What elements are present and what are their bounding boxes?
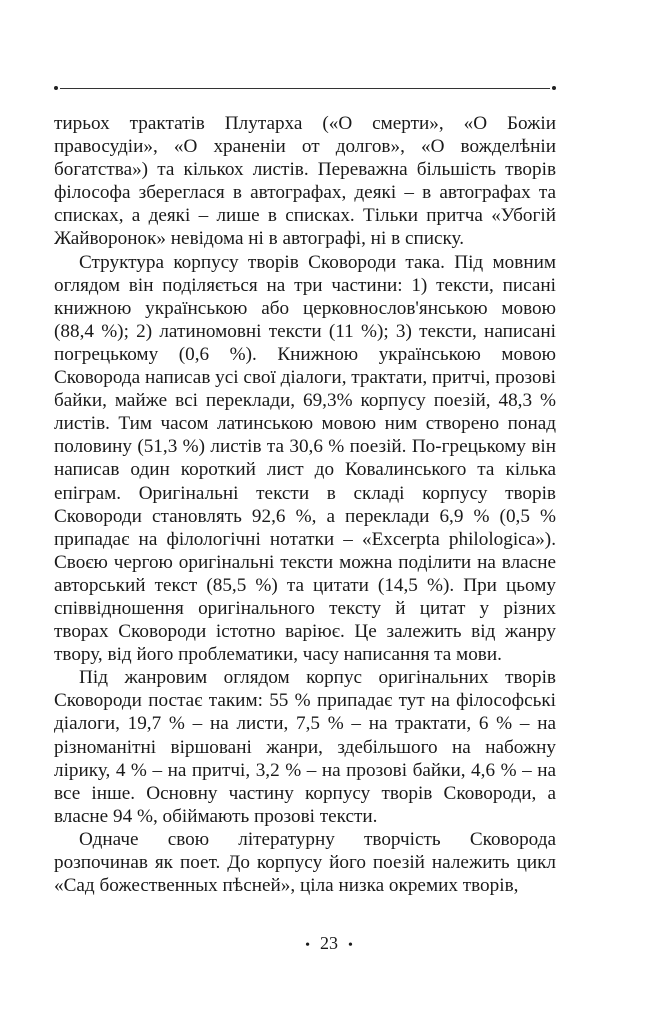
paragraph-poetry: Одначе свою літературну творчість Сковорода розпочинав як поет. До корпусу його поезій належить цикл «Сад божественных пѣсней», ціла низка окремих творів, <box>54 828 556 897</box>
header-rule-line <box>60 88 550 89</box>
paragraph-structure: Структура корпусу творів Сковороди така. Під мовним оглядом він поділяється на три частини: 1) тексти, писані книжною українською або церковнослов'янською мовою (88,4 %); 2) латиномовні тексти (11 %); 3) тексти, написані погрецькому (0,6 %). Книжною українською мовою Сковорода написав усі свої діалоги, трактати, притчі, прозові байки, майже всі переклади, 69,3% корпусу поезій, 48,3 % листів. Тим часом латинською мовою ним створено понад половину (51,3 %) листів та 30,6 % поезій. По-грецькому він написав один короткий лист до Ковалинського та кілька епіграм. Оригінальні тексти в складі корпусу творів Сковороди становлять 92,6 %, а переклади 6,9 % (0,5 % припадає на філологічні нотатки – «Excerpta philologica»). Своєю чергою оригінальні тексти можна поділити на власне авторський текст (85,5 %) та цитати (14,5 %). При цьому співвідношення оригінального тексту й цитат у різних творах Сковороди істотно варіює. Це залежить від жанру твору, від його проблематики, часу написання та мови. <box>54 251 556 666</box>
paragraph-genres: Під жанровим оглядом корпус оригінальних творів Сковороди постає таким: 55 % припадає тут на філософські діалоги, 19,7 % – на листи, 7,5 % – на трактати, 6 % – на різноманітні віршовані жанри, здебільшого на набожну лірику, 4 % – на притчі, 3,2 % – на прозові байки, 4,6 % – на все інше. Основну частину корпусу творів Сковороди, а власне 94 %, обіймають прозові тексти. <box>54 667 556 827</box>
footer-left-bullet: • <box>305 938 310 953</box>
footer-right-bullet: • <box>348 938 353 953</box>
page-footer <box>0 932 658 957</box>
header-rule <box>54 86 556 92</box>
page-number: 23 <box>320 933 338 953</box>
body-text <box>54 112 556 897</box>
header-rule-right-dot <box>552 86 556 90</box>
header-rule-left-dot <box>54 86 58 90</box>
paragraph-continued: тирьох трактатів Плутарха («О смерти», «О Божіи правосудіи», «О храненіи от долгов», «О вожделѣніи богатства») та кількох листів. Переважна більшість творів філософа збереглася в автографах, деякі – в автографах та списках, а деякі – лише в списках. Тільки притча «Убогій Жайворонок» невідома ні в автографі, ні в списку. <box>54 113 556 250</box>
